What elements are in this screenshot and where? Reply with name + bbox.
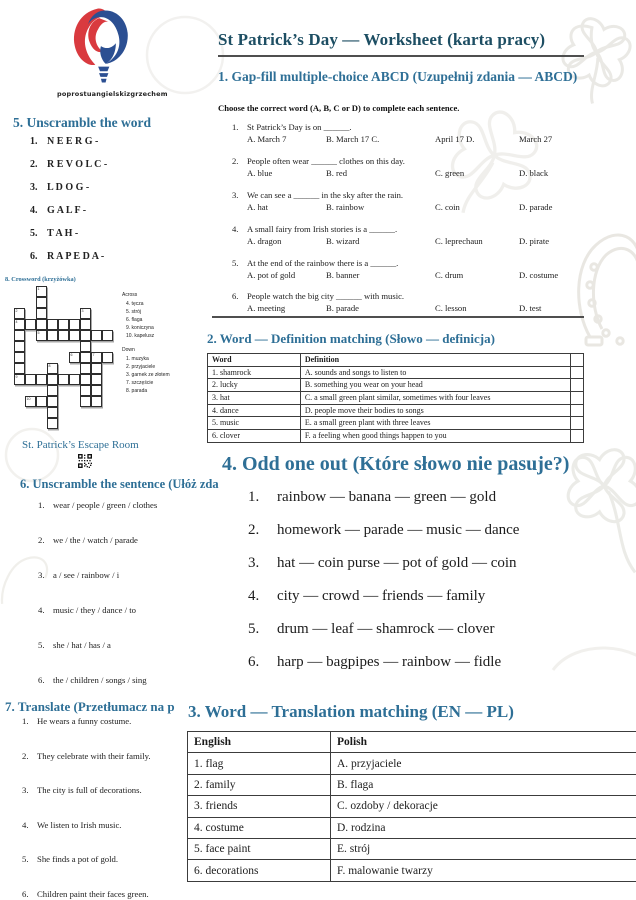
crossword-heading: 8. Crossword (krzyżówka) (5, 276, 76, 283)
clue-item: 4. tęcza (126, 301, 144, 307)
crossword-cell (69, 330, 80, 341)
unscramble-word-item (30, 182, 107, 205)
crossword-cell (25, 319, 36, 330)
translation-table (187, 731, 636, 882)
question-option: C. leprechaun (435, 235, 483, 246)
crossword-cell (58, 374, 69, 385)
item-number: 4. (22, 819, 29, 830)
item-number: 6. (22, 888, 29, 899)
question-number: 6. (232, 291, 239, 302)
table-row (208, 392, 584, 405)
table-header-cell: Word (208, 354, 301, 367)
table-cell: B. flaga (331, 774, 636, 795)
crossword-grid (14, 286, 124, 432)
item-text: R A P E D A - (47, 251, 105, 262)
item-text: wear / people / green / clothes (53, 500, 158, 510)
crossword-cell-number: 9 (15, 374, 18, 379)
crossword-cell (80, 396, 91, 407)
item-text: G A L F - (47, 205, 87, 216)
crossword-cell (102, 330, 113, 341)
crossword-cell (91, 363, 102, 374)
item-text: she / hat / has / a (53, 640, 111, 650)
table-row (188, 817, 636, 838)
table-cell: A. przyjaciele (331, 753, 636, 774)
question-option: April 17 D. (435, 134, 475, 144)
crossword-cell (14, 352, 25, 363)
section4-heading: 4. Odd one out (Które słowo nie pasuje?) (222, 453, 570, 475)
translate-item (22, 751, 151, 786)
crossword-cell (36, 297, 47, 308)
item-text: we / the / watch / parade (53, 535, 138, 545)
table-row (208, 417, 584, 430)
section2-heading: 2. Word — Definition matching (Słowo — definicja) (207, 331, 495, 346)
crossword-cell-number: 6 (70, 352, 73, 357)
item-text: drum — leaf — shamrock — clover (277, 621, 495, 637)
table-cell: 6. decorations (188, 860, 331, 881)
item-number: 2. (38, 535, 45, 545)
unscramble-word-item (30, 251, 107, 274)
table-cell: 1. flag (188, 753, 331, 774)
crossword-cell (47, 374, 58, 385)
crossword-clues (122, 291, 200, 395)
item-number: 6. (38, 675, 45, 685)
question-option: D. parade (519, 201, 553, 212)
crossword-cell (36, 374, 47, 385)
section1-intro: Choose the correct word (A, B, C or D) to complete each sentence. (218, 103, 460, 113)
item-number: 2. (30, 159, 38, 170)
question-line (232, 121, 628, 133)
clue-item: 10. kapelusz (126, 333, 155, 339)
question-item (232, 223, 628, 248)
question-option: C. lesson (435, 303, 467, 314)
item-text: homework — parade — music — dance (277, 522, 520, 538)
crossword-cell (80, 385, 91, 396)
table-cell: 1. shamrock (208, 366, 301, 379)
unscramble-word-item (30, 159, 107, 182)
item-number: 1. (22, 716, 29, 726)
translate-item (22, 889, 151, 900)
question-option: D. black (519, 167, 549, 178)
crossword-cell (14, 308, 25, 319)
item-number: 4. (38, 605, 45, 615)
item-number: 3. (30, 182, 38, 193)
crossword-cell (80, 352, 91, 363)
question-option: B. banner (326, 269, 360, 280)
table-row (188, 753, 636, 774)
item-text: rainbow — banana — green — gold (277, 489, 497, 505)
translate-item (22, 820, 151, 855)
table-row (188, 860, 636, 881)
word-definition-table (207, 353, 584, 443)
table-header-cell (571, 354, 584, 367)
crossword-cell (69, 319, 80, 330)
clue-item: 6. flaga (126, 317, 143, 323)
table-cell: E. strój (331, 838, 636, 859)
odd-one-out-item (248, 554, 628, 572)
question-line (232, 257, 628, 269)
crossword-cell (14, 319, 25, 330)
question-line (232, 223, 628, 235)
crossword-cell (91, 330, 102, 341)
unscramble-sentence-item (38, 500, 157, 535)
table-cell: C. a small green plant similar, sometimes with four leaves (300, 392, 570, 405)
question-option: D. test (519, 303, 542, 314)
translate-item (22, 854, 151, 889)
question-option: B. red (326, 167, 348, 178)
crossword-cell (47, 418, 58, 429)
question-options (247, 302, 628, 315)
question-option: A. hat (247, 201, 269, 212)
question-text: We can see a ______ in the sky after the rain. (247, 189, 404, 200)
crossword-cell (80, 308, 91, 319)
odd-one-out-item (248, 653, 628, 671)
down-label: Down (122, 347, 135, 353)
crossword-cell (14, 374, 25, 385)
section7-heading: 7. Translate (Przetłumacz na p (5, 699, 175, 714)
unscramble-sentence-item (38, 535, 157, 570)
crossword-cell (80, 341, 91, 352)
question-option: B. March 17 C. (326, 134, 380, 144)
table-cell: 3. hat (208, 392, 301, 405)
crossword-cell (69, 352, 80, 363)
table-row (188, 796, 636, 817)
crossword-cell-number: 4 (15, 319, 18, 324)
table-cell: 4. dance (208, 404, 301, 417)
odd-one-out-item (248, 587, 628, 605)
crossword-cell (36, 319, 47, 330)
odd-one-out-item (248, 620, 628, 638)
table-row (208, 379, 584, 392)
table-cell: C. ozdoby / dekoracje (331, 796, 636, 817)
crossword-cell (25, 374, 36, 385)
unscramble-word-list (30, 136, 107, 274)
logo-caption: poprostuangielskizgrzechem (57, 90, 168, 98)
qr-code (78, 454, 92, 468)
table-cell: D. rodzina (331, 817, 636, 838)
table-row (208, 404, 584, 417)
odd-one-out-item (248, 488, 628, 506)
question-number: 4. (232, 223, 239, 234)
crossword-cell (47, 396, 58, 407)
crossword-cell-number: 3 (81, 308, 84, 313)
crossword-cell (80, 330, 91, 341)
table-cell: D. people move their bodies to songs (300, 404, 570, 417)
unscramble-sentence-item (38, 605, 157, 640)
logo-balloon-icon (67, 5, 133, 89)
crossword-cell (25, 396, 36, 407)
crossword-cell (47, 330, 58, 341)
crossword-cell (58, 319, 69, 330)
table-row (208, 430, 584, 443)
logo (57, 5, 177, 98)
item-text: hat — coin purse — pot of gold — coin (277, 555, 517, 571)
clue-item: 1. muzyka (126, 356, 149, 362)
item-text: He wears a funny costume. (37, 716, 132, 726)
item-number: 6. (30, 251, 38, 262)
item-number: 3. (22, 785, 29, 795)
question-option: C. green (435, 167, 465, 178)
crossword-cell (58, 330, 69, 341)
item-number: 3. (38, 570, 45, 580)
item-text: R E V O L C - (47, 159, 108, 170)
question-option: B. parade (326, 303, 359, 314)
odd-one-out-list (248, 488, 628, 686)
question-option: B. rainbow (326, 201, 365, 212)
item-number: 2. (22, 750, 29, 761)
question-options (247, 133, 628, 146)
crossword-cell (91, 374, 102, 385)
question-number: 3. (232, 189, 239, 200)
clue-item: 7. szczęście (126, 380, 154, 386)
question-item (232, 155, 628, 180)
clue-item: 3. garnek ze złotem (126, 372, 170, 378)
across-label: Across (122, 292, 138, 298)
item-text: We listen to Irish music. (37, 819, 122, 830)
item-text: T A H - (47, 228, 79, 239)
question-item (232, 189, 628, 214)
question-option: A. dragon (247, 235, 282, 246)
question-line (232, 155, 628, 167)
item-text: They celebrate with their family. (37, 750, 151, 761)
clue-item: 5. strój (126, 309, 142, 315)
item-number: 6. (248, 654, 260, 670)
unscramble-sentence-list (38, 500, 157, 710)
crossword-cell (102, 352, 113, 363)
table-cell (571, 379, 584, 392)
table-cell (571, 430, 584, 443)
item-text: L D O G - (47, 182, 90, 193)
unscramble-sentence-item (38, 640, 157, 675)
item-number: 1. (30, 136, 38, 147)
question-option: A. March 7 (247, 134, 287, 144)
question-line (232, 290, 628, 302)
crossword-cell (47, 319, 58, 330)
question-number: 5. (232, 257, 239, 268)
clue-item: 2. przyjaciele (126, 364, 156, 370)
table-cell: F. a feeling when good things happen to you (300, 430, 570, 443)
item-number: 4. (30, 205, 38, 216)
table-row (188, 838, 636, 859)
clue-item: 8. parada (126, 388, 148, 394)
title-block (218, 30, 584, 57)
crossword-cell (36, 286, 47, 297)
item-number: 3. (248, 555, 260, 571)
table-cell: 2. family (188, 774, 331, 795)
crossword-cell (80, 363, 91, 374)
table-cell: 5. music (208, 417, 301, 430)
question-text: A small fairy from Irish stories is a ______. (247, 223, 398, 234)
item-number: 1. (248, 489, 260, 505)
question-options (247, 269, 628, 282)
table-cell: F. malowanie twarzy (331, 860, 636, 881)
question-option: A. pot of gold (247, 269, 296, 280)
question-item (232, 290, 628, 315)
crossword-cell (47, 363, 58, 374)
crossword-cell (47, 385, 58, 396)
table-header-row (208, 354, 584, 367)
item-number: 2. (248, 522, 260, 538)
question-list (232, 121, 628, 324)
crossword-cell-number: 2 (15, 308, 18, 313)
crossword-cell (91, 396, 102, 407)
unscramble-sentence-item (38, 570, 157, 605)
table-cell (571, 404, 584, 417)
table-header-cell: Polish (331, 732, 636, 753)
table-cell (571, 417, 584, 430)
table-header-row (188, 732, 636, 753)
item-number: 5. (38, 640, 45, 650)
section3-heading: 3. Word — Translation matching (EN — PL) (188, 702, 514, 721)
shamrock-decoration (530, 0, 636, 125)
crossword-cell (14, 341, 25, 352)
crossword-cell (36, 330, 47, 341)
table-row (188, 774, 636, 795)
item-text: a / see / rainbow / i (53, 570, 120, 580)
crossword-cell-number: 7 (92, 352, 95, 357)
unscramble-word-item (30, 205, 107, 228)
item-text: harp — bagpipes — rainbow — fidle (277, 654, 502, 670)
crossword-cell (47, 407, 58, 418)
table-cell (571, 392, 584, 405)
translate-item (22, 716, 151, 751)
question-options (247, 201, 628, 214)
table-header-cell: English (188, 732, 331, 753)
question-option: A. meeting (247, 303, 286, 314)
question-option: D. costume (519, 269, 559, 280)
question-number: 2. (232, 155, 239, 166)
item-text: music / they / dance / to (53, 605, 136, 615)
crossword-cell (91, 385, 102, 396)
question-option: C. coin (435, 201, 460, 212)
item-text: the / children / songs / sing (53, 675, 147, 685)
translate-list (22, 716, 151, 900)
question-item (232, 121, 628, 146)
table-cell: B. something you wear on your head (300, 379, 570, 392)
table-cell: A. sounds and songs to listen to (300, 366, 570, 379)
item-text: N E E R G - (47, 136, 99, 147)
item-text: Children paint their faces green. (37, 888, 149, 899)
question-text: St Patrick’s Day is on ______. (247, 122, 352, 132)
item-text: city — crowd — friends — family (277, 588, 486, 604)
section-divider (212, 316, 584, 318)
question-option: March 27 (519, 134, 553, 144)
table-cell (571, 366, 584, 379)
question-option: B. wizard (326, 235, 360, 246)
crossword-cell (14, 330, 25, 341)
table-cell: 4. costume (188, 817, 331, 838)
crossword-cell (36, 396, 47, 407)
item-text: She finds a pot of gold. (37, 854, 119, 864)
crossword-cell (69, 374, 80, 385)
crossword-cell (36, 308, 47, 319)
item-number: 5. (30, 228, 38, 239)
table-cell: 6. clover (208, 430, 301, 443)
section6-heading: 6. Unscramble the sentence (Ułóż zda (20, 477, 219, 491)
question-option: D. pirate (519, 235, 550, 246)
odd-one-out-item (248, 521, 628, 539)
table-cell: E. a small green plant with three leaves (300, 417, 570, 430)
section5-heading: 5. Unscramble the word (13, 115, 151, 130)
crossword-cell (14, 363, 25, 374)
question-number: 1. (232, 122, 239, 132)
table-row (208, 366, 584, 379)
question-text: People watch the big city ______ with music. (247, 291, 405, 302)
crossword-cell (80, 374, 91, 385)
page-title: St Patrick’s Day — Worksheet (karta pracy) (218, 30, 546, 49)
clue-item: 9. koniczyna (126, 325, 154, 331)
question-option: C. drum (435, 269, 464, 280)
question-item (232, 257, 628, 282)
crossword-cell (91, 352, 102, 363)
question-text: People often wear ______ clothes on this day. (247, 155, 405, 166)
item-number: 5. (248, 621, 260, 637)
crossword-cell-number: 8 (48, 363, 51, 368)
question-line (232, 189, 628, 201)
item-number: 5. (22, 854, 29, 864)
question-options (247, 235, 628, 248)
crossword-cell-number: 1 (37, 286, 40, 291)
question-options (247, 167, 628, 180)
table-cell: 3. friends (188, 796, 331, 817)
unscramble-word-item (30, 228, 107, 251)
item-number: 4. (248, 588, 260, 604)
escape-room-link[interactable]: St. Patrick’s Escape Room (22, 439, 139, 451)
unscramble-word-item (30, 136, 107, 159)
crossword-cell-number: 10 (26, 396, 31, 401)
crossword-cell (80, 319, 91, 330)
section1-heading: 1. Gap-fill multiple-choice ABCD (Uzupełnij zdania — ABCD) (218, 69, 578, 84)
table-cell: 2. lucky (208, 379, 301, 392)
item-text: The city is full of decorations. (37, 785, 142, 795)
question-text: At the end of the rainbow there is a ______. (247, 257, 399, 268)
table-cell: 5. face paint (188, 838, 331, 859)
table-header-cell: Definition (300, 354, 570, 367)
question-option: A. blue (247, 167, 273, 178)
crossword-cell-number: 5 (37, 330, 40, 335)
item-number: 1. (38, 500, 45, 510)
translate-item (22, 785, 151, 820)
